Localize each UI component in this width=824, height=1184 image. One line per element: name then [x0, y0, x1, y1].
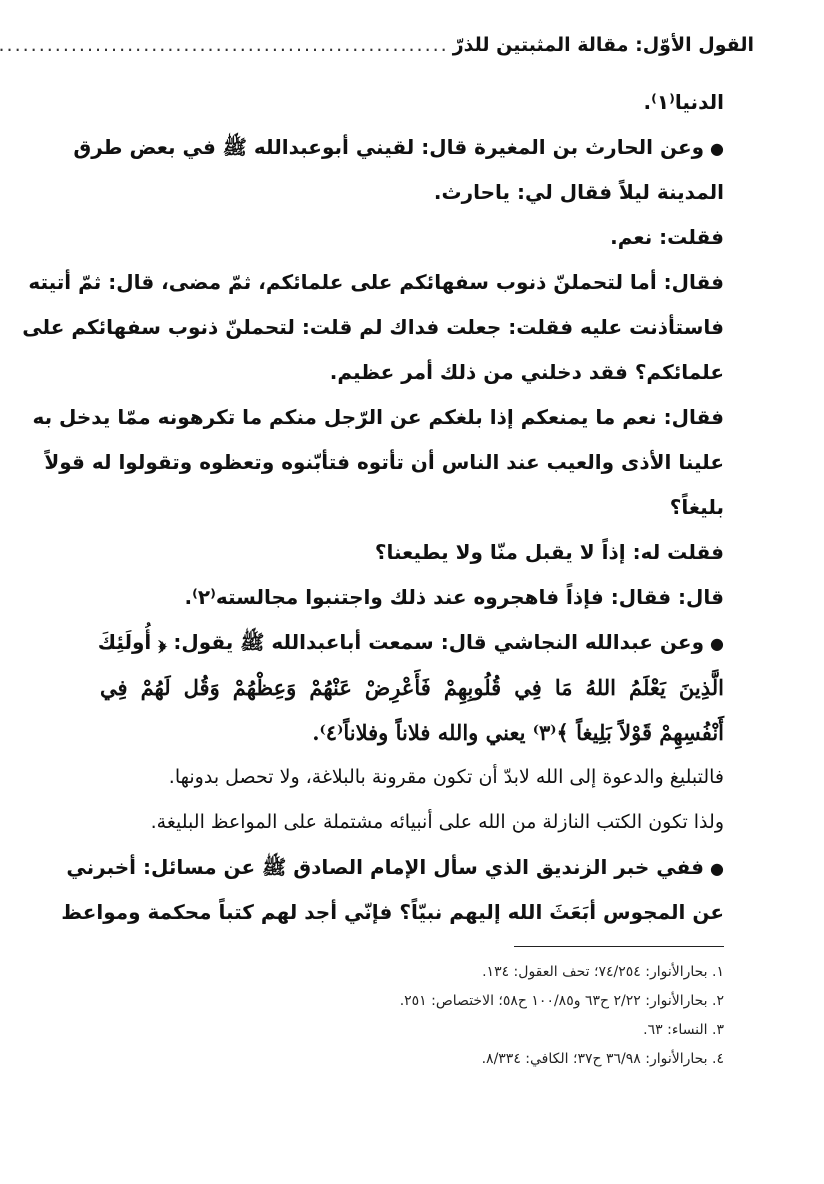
- leader-dots: [0, 34, 449, 56]
- quran-verse-line: الَّذِينَ يَعْلَمُ اللهُ مَا فِي قُلُوبِهِمْ فَأَعْرِضْ عَنْهُمْ وَعِظْهُمْ وَقُل لَهُمْ فِي: [100, 675, 724, 700]
- running-header: [95, 30, 754, 60]
- text-line: قال: فقال: فإذاً فاهجروه عند ذلك واجتنبوا مجالسته⁽٢⁾.: [184, 585, 724, 609]
- quran-verse-line: أَنْفُسِهِمْ قَوْلاً بَلِيغاً ﴾⁽٣⁾ يعني والله فلاناً وفلاناً⁽٤⁾.: [312, 720, 724, 745]
- text-line: [73, 125, 724, 170]
- footnote: ٢. بحارالأنوار: ٢/٢٢ ح٦٣ و١٠٠/٨٥ ح٥٨؛ الاختصاص: ٢٥١.: [399, 993, 724, 1009]
- main-text: [22, 80, 724, 935]
- bullet-icon: ●: [710, 859, 724, 878]
- line-text: وعن عبدالله النجاشي قال: سمعت أباعبدالله ﷺ يقول: ﴿ أُولَئِكَ: [97, 630, 705, 654]
- footnote: ١. بحارالأنوار: ٧٤/٢٥٤؛ تحف العقول: ١٣٤.: [482, 964, 724, 980]
- text-line: المدينة ليلاً فقال لي: ياحارث.: [433, 180, 724, 204]
- text-line: فقلت له: إذاً لا يقبل منّا ولا يطيعنا؟: [374, 540, 724, 564]
- text-line: علينا الأذى والعيب عند الناس أن تأتوه فتأبّنوه وتعظوه وتقولوا له قولاً: [44, 450, 724, 474]
- bullet-icon: ●: [710, 634, 724, 653]
- text-line: علمائكم؟ فقد دخلني من ذلك أمر عظيم.: [329, 360, 724, 384]
- footnote-separator: [514, 946, 724, 947]
- text-line: فاستأذنت عليه فقلت: جعلت فداك لم قلت: لتحملنّ ذنوب سفهائكم على: [22, 315, 724, 339]
- chapter-title: القول الأوّل: مقالة المثبتين للذرّ: [452, 34, 754, 56]
- text-line: ولذا تكون الكتب النازلة من الله على أنبيائه مشتملة على المواعظ البليغة.: [150, 811, 724, 833]
- text-line: عن المجوس أبَعَثَ الله إليهم نبيّاً؟ فإنّي أجد لهم كتباً محكمة ومواعظ: [61, 900, 724, 924]
- line-text: وعن الحارث بن المغيرة قال: لقيني أبوعبدالله ﷺ في بعض طرق: [73, 135, 705, 159]
- text-line: فقال: أما لتحملنّ ذنوب سفهائكم على علمائكم، ثمّ مضى، قال: ثمّ أتيته: [28, 270, 724, 294]
- text-line: فقال: نعم ما يمنعكم إذا بلغكم عن الرّجل منكم ما تكرهونه ممّا يدخل به: [32, 405, 724, 429]
- text-line: [66, 845, 724, 890]
- text-line: الدنيا⁽١⁾.: [643, 90, 724, 114]
- text-line: فالتبليغ والدعوة إلى الله لابدّ أن تكون مقرونة بالبلاغة، ولا تحصل بدونها.: [168, 766, 724, 788]
- line-text: ففي خبر الزنديق الذي سأل الإمام الصادق ﷺ عن مسائل: أخبرني: [66, 855, 705, 879]
- footnotes: [100, 958, 724, 1074]
- footnote: ٣. النساء: ٦٣.: [643, 1022, 724, 1038]
- bullet-icon: ●: [710, 139, 724, 158]
- text-line: بليغاً؟: [669, 495, 724, 519]
- text-line: [97, 620, 724, 665]
- footnote: ٤. بحارالأنوار: ٣٦/٩٨ ح٣٧؛ الكافي: ٨/٣٣٤.: [481, 1051, 724, 1067]
- text-line: فقلت: نعم.: [610, 225, 724, 249]
